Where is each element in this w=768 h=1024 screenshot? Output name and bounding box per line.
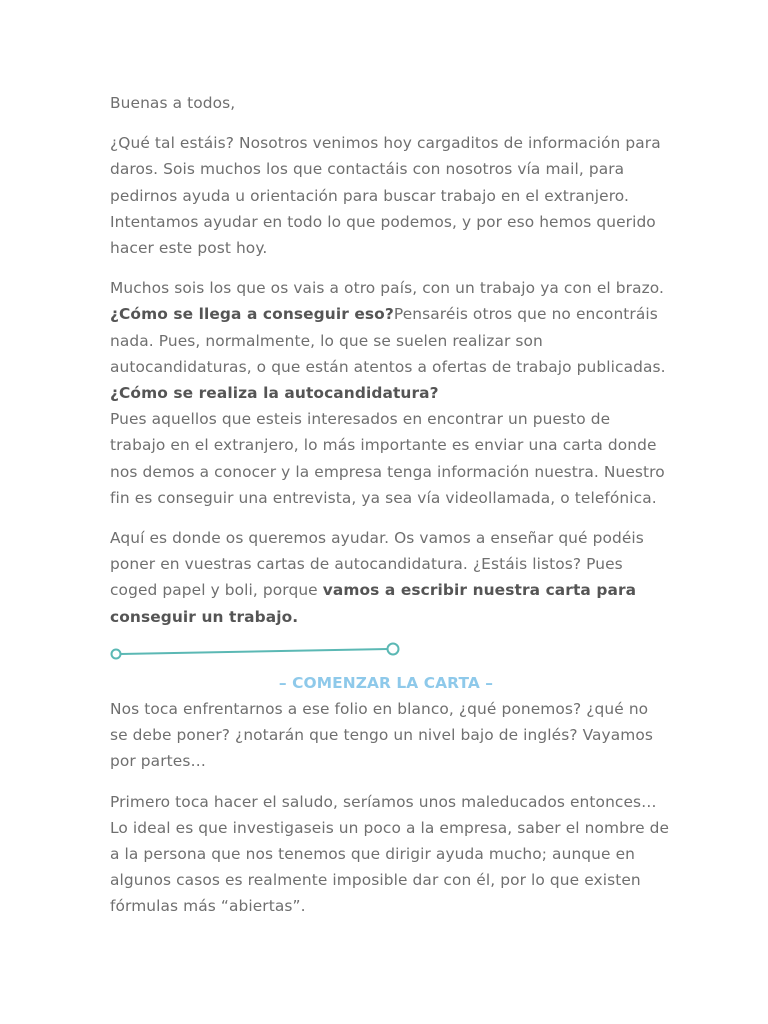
paragraph-autocandidatura — [110, 275, 670, 511]
divider-dot-left — [112, 649, 121, 658]
bold-question-autocandidatura: ¿Cómo se realiza la autocandidatura? — [110, 384, 439, 403]
greeting: Buenas a todos, — [110, 94, 236, 112]
paragraph-saludo: Primero toca hacer el saludo, seríamos unos maleducados entonces… Lo ideal es que investigaseis un poco a la empresa, saber el nombre de a la persona que nos tenemos que dirigir ayuda mucho; aunque en algunos casos es realmente imposible dar con él, por lo que existen fórmulas más “abiertas”. — [110, 792, 670, 916]
decorative-divider — [110, 640, 410, 660]
bold-question-conseguir: ¿Cómo se llega a conseguir eso? — [110, 305, 394, 324]
section-heading: – COMENZAR LA CARTA – — [278, 673, 494, 692]
paragraph-ayuda — [110, 525, 670, 630]
paragraph-text: Muchos sois los que os vais a otro país, con un trabajo ya con el brazo. — [110, 279, 665, 298]
divider-dot-right — [388, 643, 399, 654]
paragraph-text: Pues aquellos que esteis interesados en encontrar un puesto de trabajo en el extranjero, lo más importante es enviar una carta donde nos demos a conocer y la empresa tenga información nuestra. Nuestro fin es conseguir una entrevista, ya sea vía videollamada, o telefónica. — [110, 410, 665, 507]
divider-line — [120, 649, 388, 654]
bold-carta-trabajo: vamos a escribir nuestra carta para conseguir un trabajo. — [110, 581, 637, 626]
document-body — [110, 90, 670, 934]
paragraph-folio: Nos toca enfrentarnos a ese folio en blanco, ¿qué ponemos? ¿qué no se debe poner? ¿notarán que tengo un nivel bajo de inglés? Vayamos por partes… — [110, 700, 654, 771]
paragraph-intro: ¿Qué tal estáis? Nosotros venimos hoy cargaditos de información para daros. Sois muchos los que contactáis con nosotros vía mail, para pedirnos ayuda u orientación para buscar trabajo en el extranjero. Intentamos ayudar en todo lo que podemos, y por eso hemos querido hacer este post hoy. — [110, 134, 661, 258]
paragraph-text: Aquí es donde os queremos ayudar. Os vamos a enseñar qué podéis poner en vuestras cartas de autocandidatura. ¿Estáis listos? Pues coged papel y boli, porque — [110, 529, 644, 600]
paragraph-text: Pensaréis otros que no encontráis nada. Pues, normalmente, lo que se suelen realizar son autocandidaturas, o que están atentos a ofertas de trabajo publicadas. — [110, 305, 666, 376]
